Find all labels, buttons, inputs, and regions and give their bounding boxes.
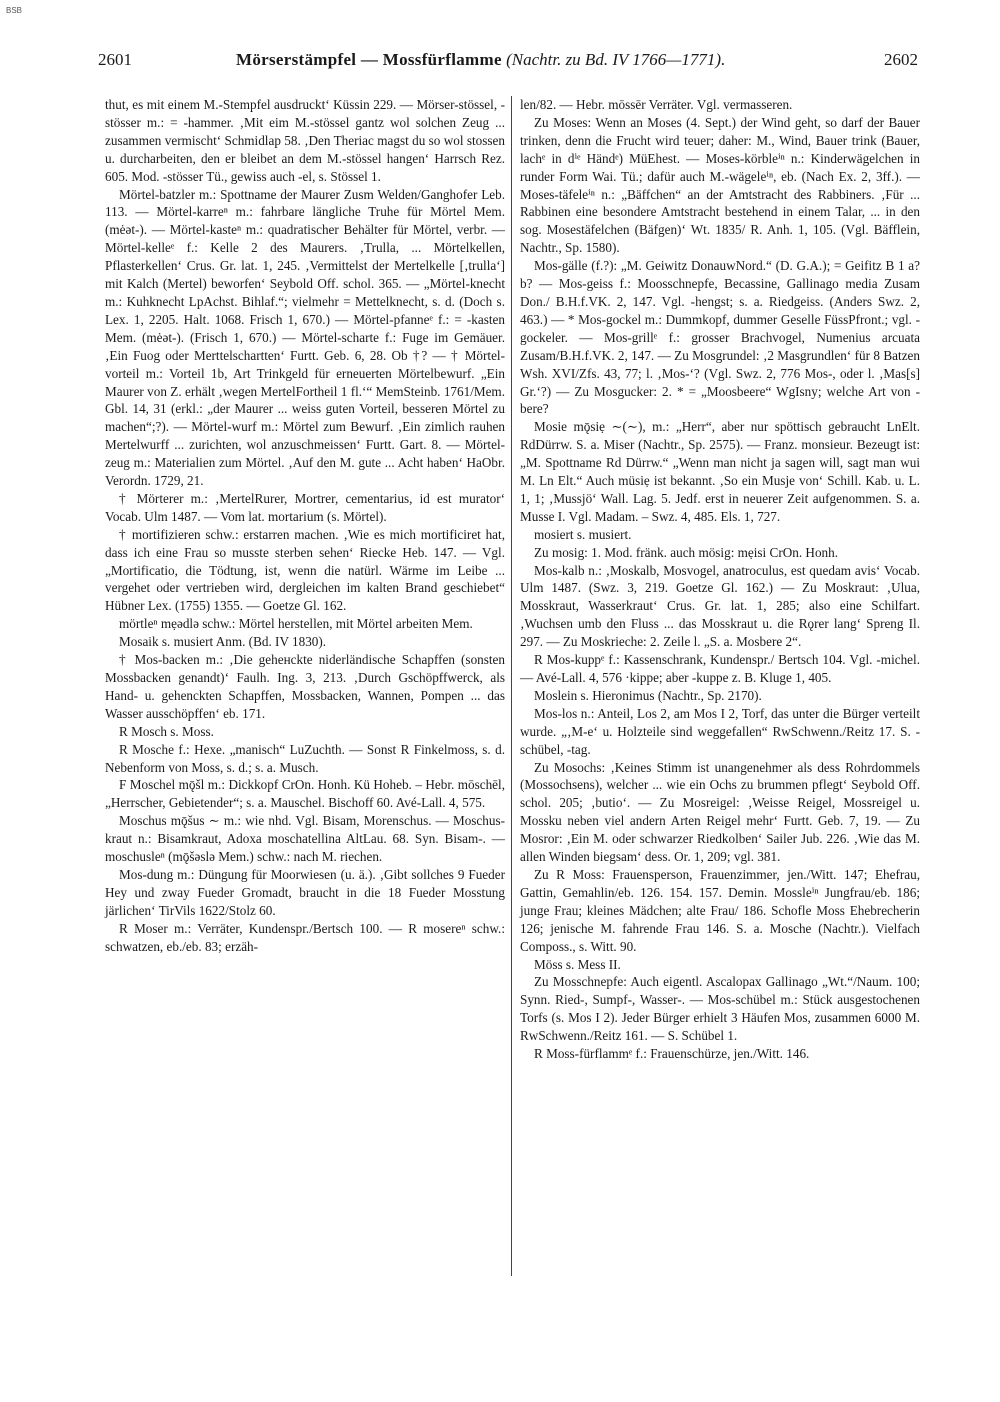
dictionary-entry: Mörtel-batzler m.: Spottname der Maurer Zusm Welden/Ganghofer Leb. 113. — Mörtel-karreⁿ m.: fahrbare längliche Truhe für Mörtel Mem. (mėət-). — Mörtel-kasteⁿ m.: quadratischer Behälter für Mörtel, verbr. — Mörtel-kelleᵉ f.: Kelle 2 des Maurers. ‚Trulla, ... Mörtelkellen, Pflasterkellen‘ Crus. Gr. lat. 1, 245. ‚Vermittelst der Mertelkelle [‚trulla‘] mit Kalch (Mertel) beworfen‘ Seybold Off. schol. 365. — „Mörtel-knecht m.: Kuhknecht LpAchst. Bihlaf.“; vielmehr = Mettelknecht, s. d. (Doch s. Lex. 1, 2205. Halt. 1068. Frisch 1, 670.) — Mörtel-pfanneᵉ f.: = -kasten Mem. (mėət-). (Frisch 1, 670.) — Mörtel-scharte f.: Fuge im Gemäuer. ‚Ein Fuog oder Merttelschartten‘ Furtt. Geb. 6, 28. Ob †? — † Mörtel-vorteil m.: Vorteil 1b, Art Trinkgeld für erneuerten Mörtelbewurf. „Ein Maurer von Z. erhält ‚wegen MertelFortheil 1 fl.‘“ MemSteinb. 1761/Mem. Gbl. 14, 31 (erkl.: „der Maurer ... weiss guten Vorteil, besseren Mörtel zu machen“;?). — Mörtel-wurf m.: Mörtel zum Bewurf. ‚Ein zimlich rauhen Mertelwurff ... zurichten, wol anzuschmeissen‘ Furtt. Gart. 8. — Mörtel-zeug m.: Materialien zum Mörtel. ‚Auf den M. gute ... Acht haben‘ HaObr. Verordn. 1729, 21. <box>105 186 505 489</box>
dictionary-entry: Zu Mosschnepfe: Auch eigentl. Ascalopax Gallinago „Wt.“/Naum. 100; Synn. Ried-, Sumpf-, Wasser-. — Mos-schübel m.: Stück ausgestochenen Torfs (s. Mos I 2). Jeder Bürger erhielt 3 Häufen Mos, zusammen 6000 M. RwSchwenn./Reitz 161. — S. Schübel 1. <box>520 974 920 1044</box>
page-number-right: 2602 <box>884 50 918 69</box>
dictionary-entry: Mosie mǭsiẹ ∼(∼), m.: „Herr“, aber nur spöttisch gebraucht LnElt. RdDürrw. S. a. Miser (Nachtr., Sp. 2575). — Franz. monsieur. Bezeugt ist: „M. Spottname Rd Dürrw.“ „Wenn man nicht ja sagen will, sagt man wui M. Ln Elt.“ Auch müsiẹ ist bekannt. ‚So ein Musje von‘ Schill. Kab. u. L. 1, 1; ‚Mussjö‘ Wall. Lag. 5. Jedf. erst in neuerer Zeit aufgenommen. S. a. Musse I. Vgl. Madam. – Swz. 4, 485. Els. 1, 727. <box>520 419 920 524</box>
dictionary-entry: Mos-los n.: Anteil, Los 2, am Mos I 2, Torf, das unter die Bürger verteilt wurde. „‚M-e‘ u. Holzteile sind weggefallen“ RwSchwenn./Reitz 17. S. -schübel, -tag. <box>520 705 920 757</box>
headword-range: Mörserstämpfel — Mossfürflamme <box>236 50 502 69</box>
dictionary-entry: Zu R Moss: Frauensperson, Frauenzimmer, jen./Witt. 147; Ehefrau, Gattin, Gemahlin/eb. 126. 154. 157. Demin. Mossleⁱⁿ Jungfrau/eb. 186; junge Frau; kleines Mädchen; alte Frau/ 186. Schofle Moss Ehebrecherin 126; jenische M. fahrende Frau 146. S. a. Mosche (Nachtr.). Vielfach Composs., s. Witt. 90. <box>520 866 920 954</box>
column-divider <box>511 96 512 1276</box>
dictionary-entry: F Moschel mǭšl m.: Dickkopf CrOn. Honh. Kü Hoheb. – Hebr. mōschēl, „Herrscher, Gebietender“; s. a. Mauschel. Bischoff 60. Avé-Lall. 4, 575. <box>105 777 505 811</box>
dictionary-entry: Zu mosig: 1. Mod. fränk. auch mösig: mẹisi CrOn. Honh. <box>534 544 839 560</box>
dictionary-entry: R Mosche f.: Hexe. „manisch“ LuZuchth. — Sonst R Finkelmoss, s. d. Nebenform von Moss, s. d.; s. a. Musch. <box>105 741 505 775</box>
dictionary-entry: Mos-dung m.: Düngung für Moorwiesen (u. ä.). ‚Gibt sollches 9 Fueder Hey und zway Fueder Gromadt, braucht in die 18 Fueder Mosstung järlichen‘ TirVils 1622/Stolz 60. <box>105 866 505 918</box>
dictionary-entry: Möss s. Mess II. <box>534 956 621 972</box>
dictionary-entry: † mortifizieren schw.: erstarren machen. ‚Wie es mich mortificiret hat, dass ich eine Frau so musste sterben sehen‘ Riecke Heb. 147. — Vgl. „Mortificatio, die Tödtung, ist, wenn die natürl. Wärme im Leibe ... vergehet oder vertrieben wird, dergleichen im kalten Brand geschiebet“ Hübner Lex. (1755) 1355. — Goetze Gl. 162. <box>105 526 505 614</box>
page-number-left: 2601 <box>98 50 132 69</box>
dictionary-entry: † Mörterer m.: ‚MertelRurer, Mortrer, cementarius, id est murator‘ Vocab. Ulm 1487. — Vom lat. mortarium (s. Mörtel). <box>105 490 505 524</box>
dictionary-entry: Mos-gälle (f.?): „M. Geiwitz DonauwNord.“ (D. G.A.); = Geifitz B 1 a? b? — Mos-geiss f.: Moosschnepfe, Becassine, Gallinago media Zusam Don./ B.H.f.VK. 2, 147. Vgl. -hengst; s. a. Riedgeiss. (Anders Swz. 2, 463.) — * Mos-gockel m.: Dummkopf, dummer Geselle FüssPfront.; vgl. -gockeler. — Mos-grillᵉ f.: grosser Brachvogel, Numenius arcuata Zusam/B.H.f.VK. 2, 147. — Zu Mosgrundel: ‚2 Masgrundlen‘ für 8 Batzen Wsh. XVI/Zfs. 43, 77; l. ‚Mos-‘? (Vgl. Swz. 2, 776 Mos-, oder l. ‚Mas[s] Gr.‘?) — Zu Mosgucker: 2. * = „Moosbeere“ WgIsny; welche Art von -bere? <box>520 258 920 417</box>
dictionary-entry: † Mos-backen m.: ‚Die geheнckte niderländische Schapffen (sonsten Mossbacken genandt)‘ Faulh. Ing. 3, 213. ‚Durch Gschöpffwerck, als Hand- u. gehenckten Schapffen, Mossbacken, Wannen, Pompen ... das Wasser ausschöpffen‘ eb. 171. <box>105 652 505 721</box>
reference: (Nachtr. zu Bd. IV 1766—1771). <box>506 50 726 69</box>
right-column <box>520 96 920 1063</box>
dictionary-entry: R Mos-kuppᵉ f.: Kassenschrank, Kundenspr./ Bertsch 104. Vgl. -michel. — Avé-Lall. 4, 576 ·kippe; aber -kuppe z. B. Kluge 1, 405. <box>520 652 920 685</box>
dictionary-entry: mosiert s. musiert. <box>534 526 632 542</box>
dictionary-entry: Mos-kalb n.: ‚Moskalb, Mosvogel, anatroculus, est quedam avis‘ Vocab. Ulm 1487. (Swz. 3, 219. Goetze Gl. 162.) — Zu Moskraut: ‚Ulua, Mosskraut, Wasserkraut‘ Crus. Gr. lat. 1, 285; also eine Schilfart. ‚Wuchsen umb den Fluss ... das Mosskraut u. die Rǫrer lang‘ Spreng Il. 297. — Zu Moskrieche: 2. Zeile l. „S. a. Mosbere 2“. <box>520 562 920 650</box>
dictionary-entry: Moslein s. Hieronimus (Nachtr., Sp. 2170). <box>534 687 762 703</box>
dictionary-entry: len/82. — Hebr. mōssēr Verräter. Vgl. vermasseren. <box>520 97 793 112</box>
dictionary-entry: R Mosch s. Moss. <box>119 723 214 739</box>
dictionary-entry: Mosaik s. musiert Anm. (Bd. IV 1830). <box>119 634 327 650</box>
dictionary-entry: R Moss-fürflammᵉ f.: Frauenschürze, jen./Witt. 146. <box>534 1046 810 1062</box>
library-mark: BSB <box>6 6 23 15</box>
dictionary-entry: Zu Moses: Wenn an Moses (4. Sept.) der Wind geht, so darf der Bauer trinken, denn die Frucht wird teuer; daher: M., Wind, Bauer trink (Bauer, lachᵉ in dⁱᵉ Händᵉ) MüEhest. — Moses-körbleⁱⁿ n.: Kinderwägelchen in runder Form Wai. Tü.; dafür auch M.-wägeleⁱⁿ, eb. (Nach Ex. 2, 3ff.). — Moses-täfeleⁱⁿ n.: „Bäffchen“ an der Amtstracht des Rabbiners. ‚Für ... Rabbinen eine besondere Amtstracht bestehend in einem Talar, ... in den sog. Mosestäfelchen (Bäfgen)‘ Wt. 1835/ R. Anh. 1, 105. (Vgl. Bäfflein, Nachtr., Sp. 1580). <box>520 114 920 256</box>
dictionary-entry: Zu Mosochs: ‚Keines Stimm ist unangenehmer als dess Rohrdommels (Mossochsens), welcher ... wie ein Ochs zu brummen pflegt‘ Seybold Off. schol. 205; ‚butio‘. — Zu Mosreigel: ‚Weisse Reigel, Mossreigel u. Mossku neben viel andern Arten Reigel mehr‘ Furtt. Geb. 7, 19. — Zu Mosror: ‚Ein M. oder schwarzer Riedkolben‘ Sailer Jub. 226. ‚Wie das M. allen Winden biegsam‘ dess. Or. 1, 209; vgl. 381. <box>520 759 920 865</box>
dictionary-entry: mörtleⁿ mẹədlə schw.: Mörtel herstellen, mit Mörtel arbeiten Mem. <box>119 616 473 632</box>
running-title <box>236 50 725 70</box>
dictionary-entry: Moschus mǭšus ∼ m.: wie nhd. Vgl. Bisam, Morenschus. — Moschus-kraut n.: Bisamkraut, Adoxa moschatellina AltLau. 68. Syn. Bisam-. — moschusleⁿ (mǭšəslə Mem.) schw.: nach M. riechen. <box>105 813 505 865</box>
dictionary-entry: R Moser m.: Verräter, Kundenspr./Bertsch 100. — R mosereⁿ schw.: schwatzen, eb./eb. 83; erzäh- <box>105 920 505 954</box>
running-header <box>98 50 918 76</box>
left-column <box>105 96 505 956</box>
dictionary-entry: thut, es mit einem M.-Stempfel ausdruckt‘ Küssin 229. — Mörser-stössel, -stösser m.: = -hammer. ‚Mit eim M.-stössel gantz wol solchen Zeug ... zusammen vermischt‘ Schmidlap 58. ‚Den Theriac magst du so wol stossen u. durcharbeiten, den er bleibet an dem M.-stössel hangen‘ Harrsch Rez. 605. Mod. -stösser Tü., gewiss auch -el, s. Stössel 1. <box>105 97 505 184</box>
